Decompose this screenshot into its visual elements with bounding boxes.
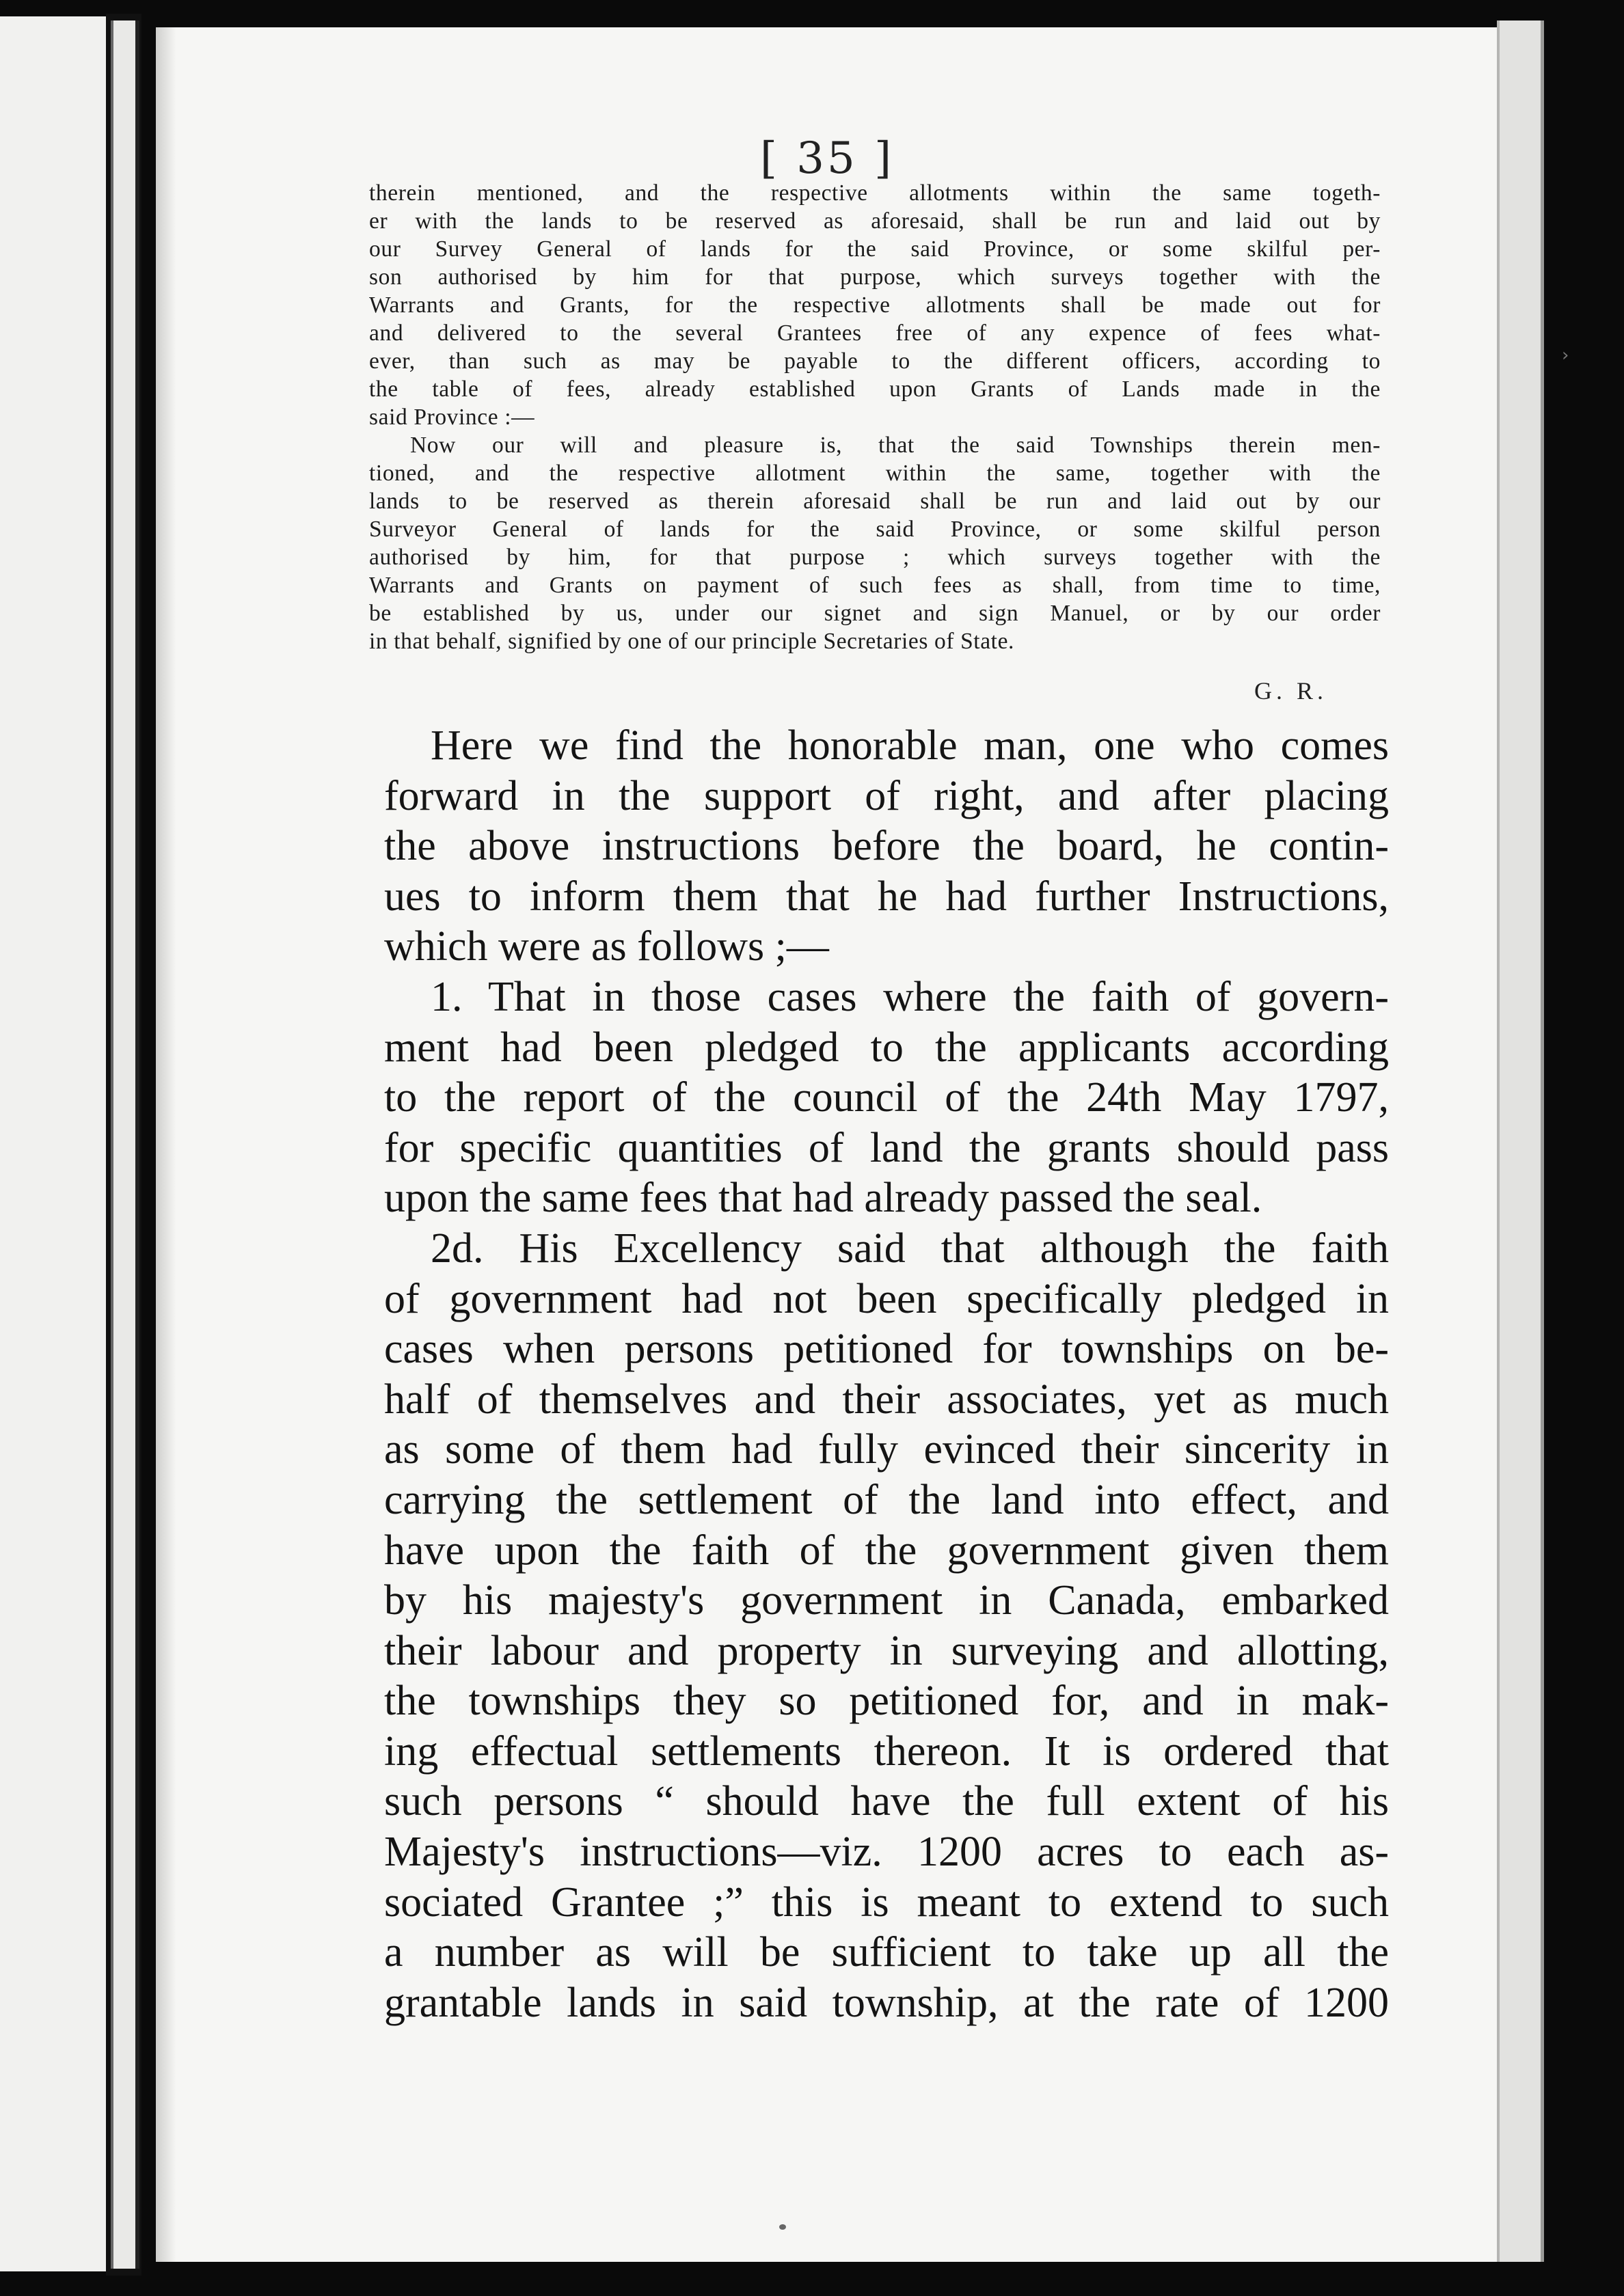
quoted-instructions-block	[369, 179, 1381, 655]
body-line: forward in the support of right, and after placing	[384, 772, 1389, 819]
right-page-edges	[1497, 20, 1544, 2262]
body-line: upon the same fees that had already passed the seal.	[384, 1175, 1262, 1222]
body-line: a number as will be sufficient to take up all the	[384, 1929, 1389, 1976]
body-line: which were as follows ;—	[384, 923, 829, 970]
small-line: therein mentioned, and the respective allotments within the same togeth-	[369, 180, 1381, 206]
margin-mark: ›	[1562, 345, 1569, 366]
body-line: ment had been pledged to the applicants according	[384, 1024, 1389, 1071]
small-line: lands to be reserved as therein aforesaid shall be run and laid out by our	[369, 489, 1381, 514]
body-line: the townships they so petitioned for, and in mak-	[384, 1678, 1389, 1725]
body-line: 1. That in those cases where the faith of govern-	[431, 973, 1389, 1020]
small-line: Warrants and Grants, for the respective allotments shall be made out for	[369, 292, 1381, 318]
body-line: ing effectual settlements thereon. It is ordered that	[384, 1727, 1389, 1775]
body-line: have upon the faith of the government given them	[384, 1527, 1389, 1574]
body-line: such persons “ should have the full extent of his	[384, 1778, 1389, 1825]
body-line: Majesty's instructions—viz. 1200 acres to each as-	[384, 1829, 1389, 1876]
small-line: be established by us, under our signet and sign Manuel, or by our order	[369, 601, 1381, 626]
body-line: Here we find the honorable man, one who comes	[431, 722, 1389, 769]
small-line: Surveyor General of lands for the said Province, or some skilful person	[369, 517, 1381, 542]
body-line: half of themselves and their associates, yet as much	[384, 1376, 1389, 1423]
body-line: as some of them had fully evinced their sincerity in	[384, 1426, 1389, 1473]
body-line: sociated Grantee ;” this is meant to extend to such	[384, 1878, 1389, 1926]
small-line: in that behalf, signified by one of our principle Secretaries of State.	[369, 629, 1015, 654]
body-line: cases when persons petitioned for townships on be-	[384, 1326, 1389, 1373]
body-line: of government had not been specifically pledged in	[384, 1275, 1389, 1322]
small-line: er with the lands to be reserved as aforesaid, shall be run and laid out by	[369, 208, 1381, 234]
page-number: [ 35 ]	[759, 133, 895, 184]
small-line: tioned, and the respective allotment within the same, together with the	[369, 461, 1381, 486]
small-line: Now our will and pleasure is, that the said Townships therein men-	[410, 433, 1381, 458]
body-line: for specific quantities of land the grants should pass	[384, 1124, 1389, 1171]
binding-strip	[111, 20, 139, 2269]
body-line: the above instructions before the board, he contin-	[384, 823, 1389, 870]
page-shadow	[156, 27, 176, 2262]
body-line: grantable lands in said township, at the rate of 1200	[384, 1979, 1389, 2026]
small-line: ever, than such as may be payable to the different officers, according to	[369, 348, 1381, 374]
body-line: to the report of the council of the 24th May 1797,	[384, 1074, 1389, 1121]
small-line: our Survey General of lands for the said Province, or some skilful per-	[369, 236, 1381, 262]
small-line: the table of fees, already established upon Grants of Lands made in the	[369, 377, 1381, 402]
body-line: carrying the settlement of the land into effect, and	[384, 1476, 1389, 1523]
small-line: and delivered to the several Grantees free of any expence of fees what-	[369, 320, 1381, 346]
ink-speck	[779, 2224, 786, 2230]
body-line: their labour and property in surveying and allotting,	[384, 1627, 1389, 1674]
small-line: Warrants and Grants on payment of such fees as shall, from time to time,	[369, 573, 1381, 598]
small-line: said Province :—	[369, 405, 535, 430]
body-text-block	[384, 721, 1389, 2028]
body-line: by his majesty's government in Canada, embarked	[384, 1577, 1389, 1624]
body-line: 2d. His Excellency said that although the faith	[431, 1225, 1389, 1272]
left-page-edge	[0, 16, 106, 2271]
small-line: authorised by him, for that purpose ; which surveys together with the	[369, 545, 1381, 570]
signature-initials: G. R.	[1254, 677, 1328, 705]
body-line: ues to inform them that he had further Instructions,	[384, 873, 1389, 920]
small-line: son authorised by him for that purpose, which surveys together with the	[369, 264, 1381, 290]
